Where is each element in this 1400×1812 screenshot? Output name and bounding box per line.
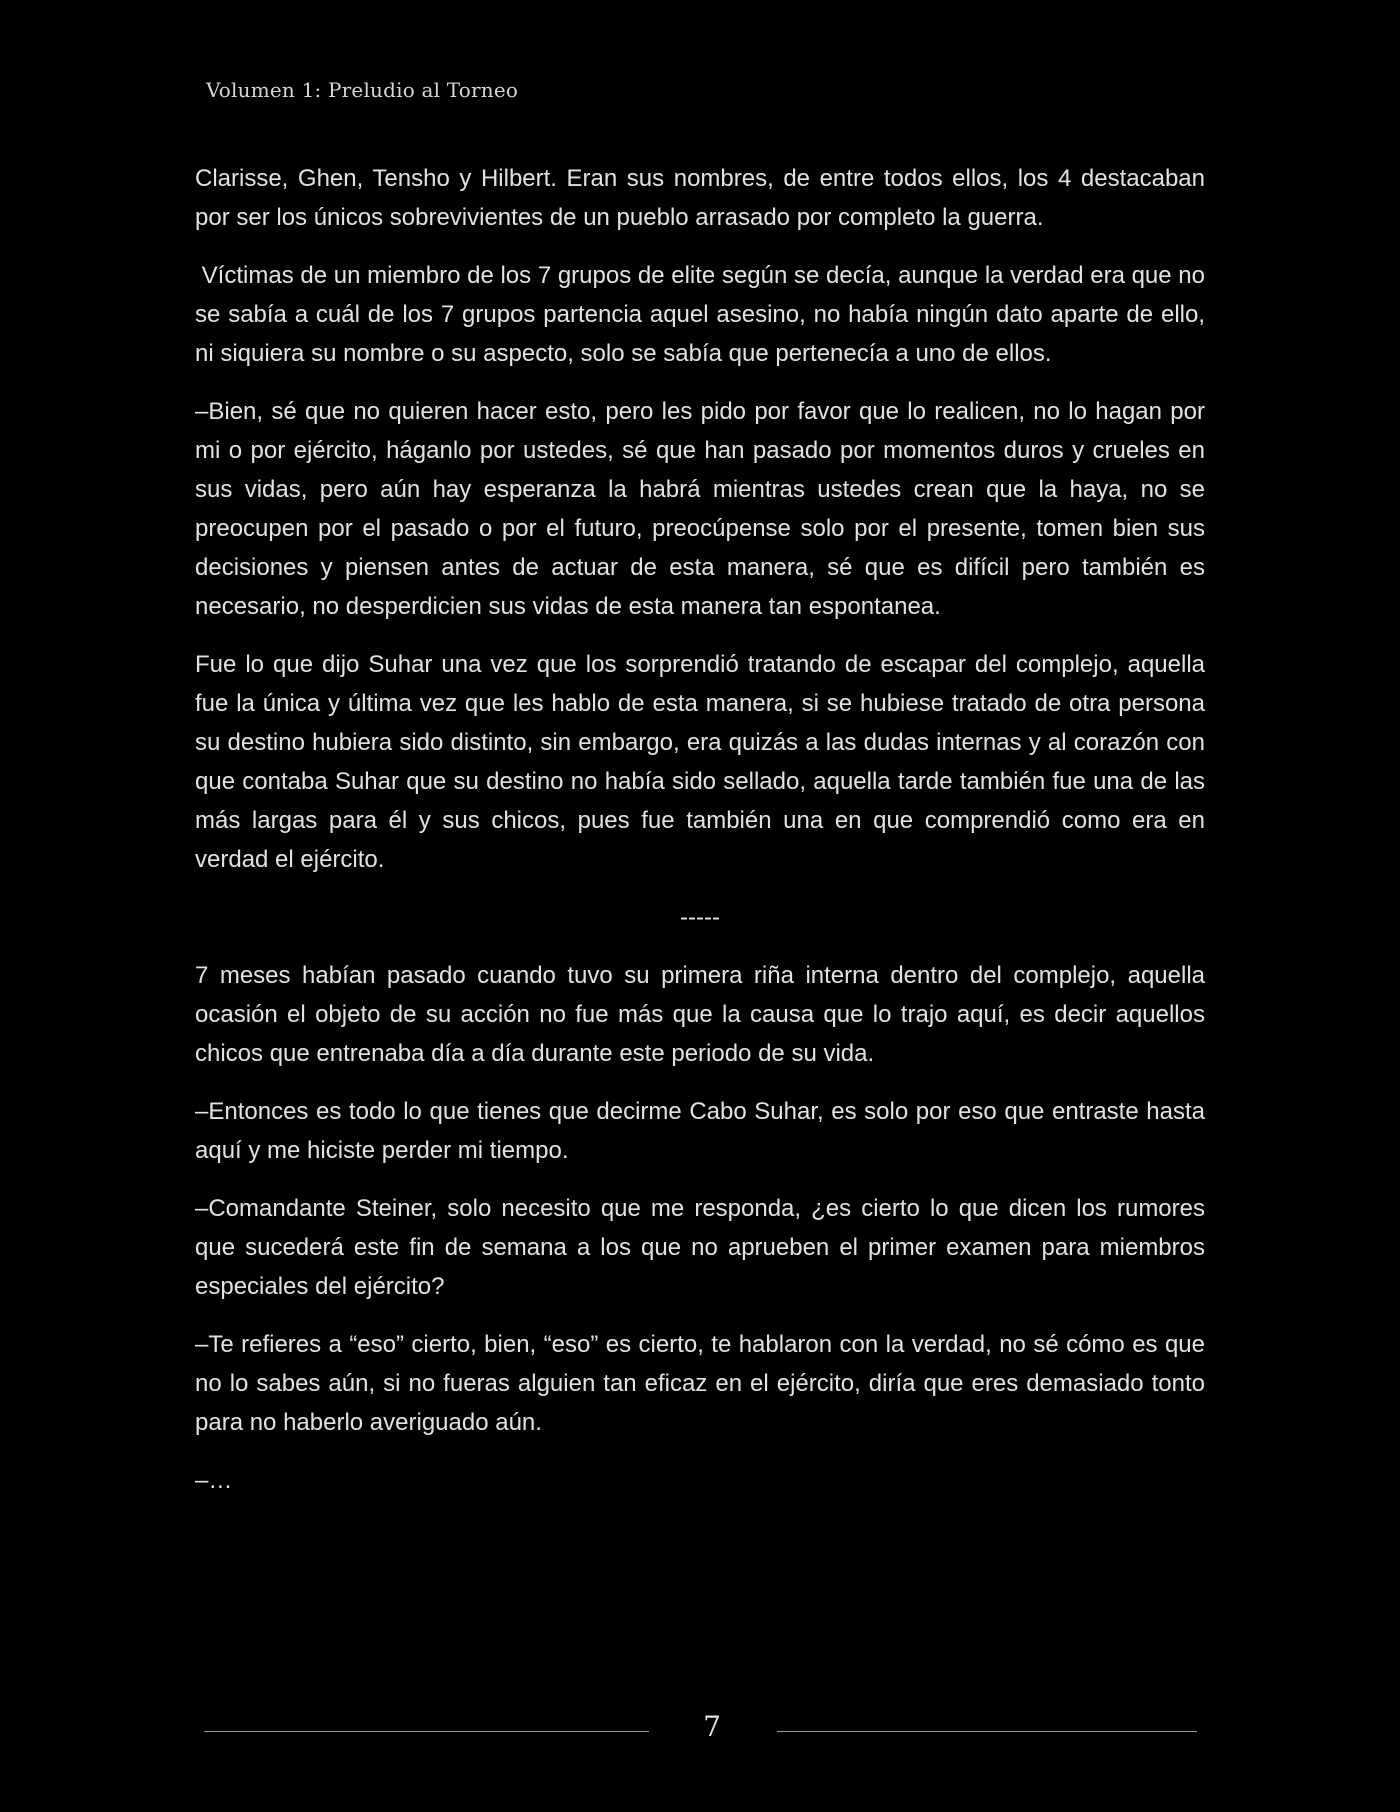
paragraph: 7 meses habían pasado cuando tuvo su primera riña interna dentro del complejo, aquella ocasión el objeto de su acción no fue más que la causa que lo trajo aquí, es decir aquellos chicos que entrenaba día a día durante este periodo de su vida.: [195, 962, 1205, 1067]
page-footer: [0, 1710, 1400, 1750]
paragraph: Víctimas de un miembro de los 7 grupos de elite según se decía, aunque la verdad era que no se sabía a cuál de los 7 grupos partencia aquel asesino, no había ningún dato aparte de ello, ni siquiera su nombre o su aspecto, solo se sabía que pertenecía a uno de ellos.: [195, 262, 1212, 367]
footer-rule-right: [777, 1731, 1197, 1732]
scene-separator: -----: [680, 904, 720, 931]
page-number: 7: [703, 1710, 721, 1743]
footer-rule-left: [204, 1731, 649, 1732]
paragraph: –Comandante Steiner, solo necesito que me responda, ¿es cierto lo que dicen los rumores que sucederá este fin de semana a los que no aprueben el primer examen para miembros especiales del ejército?: [195, 1195, 1205, 1300]
paragraph: –Bien, sé que no quieren hacer esto, pero les pido por favor que lo realicen, no lo hagan por mi o por ejército, háganlo por ustedes, sé que han pasado por momentos duros y crueles en sus vidas, pero aún hay esperanza la habrá mientras ustedes crean que la haya, no se preocupen por el pasado o por el futuro, preocúpense solo por el presente, tomen bien sus decisiones y piensen antes de actuar de esta manera, sé que es difícil pero también es necesario, no desperdicien sus vidas de esta manera tan espontanea.: [195, 398, 1205, 620]
running-header: Volumen 1: Preludio al Torneo: [206, 78, 519, 102]
paragraph: –…: [195, 1467, 233, 1494]
body-text: [195, 159, 1212, 1519]
paragraph: –Entonces es todo lo que tienes que decirme Cabo Suhar, es solo por eso que entraste hasta aquí y me hiciste perder mi tiempo.: [195, 1098, 1205, 1164]
paragraph: Clarisse, Ghen, Tensho y Hilbert. Eran sus nombres, de entre todos ellos, los 4 destacaban por ser los únicos sobrevivientes de un pueblo arrasado por completo la guerra.: [195, 165, 1205, 231]
paragraph: –Te refieres a “eso” cierto, bien, “eso” es cierto, te hablaron con la verdad, no sé cómo es que no lo sabes aún, si no fueras alguien tan eficaz en el ejército, diría que eres demasiado tonto para no haberlo averiguado aún.: [195, 1331, 1205, 1436]
paragraph: Fue lo que dijo Suhar una vez que los sorprendió tratando de escapar del complejo, aquella fue la única y última vez que les hablo de esta manera, si se hubiese tratado de otra persona su destino hubiera sido distinto, sin embargo, era quizás a las dudas internas y al corazón con que contaba Suhar que su destino no había sido sellado, aquella tarde también fue una de las más largas para él y sus chicos, pues fue también una en que comprendió como era en verdad el ejército.: [195, 651, 1205, 873]
